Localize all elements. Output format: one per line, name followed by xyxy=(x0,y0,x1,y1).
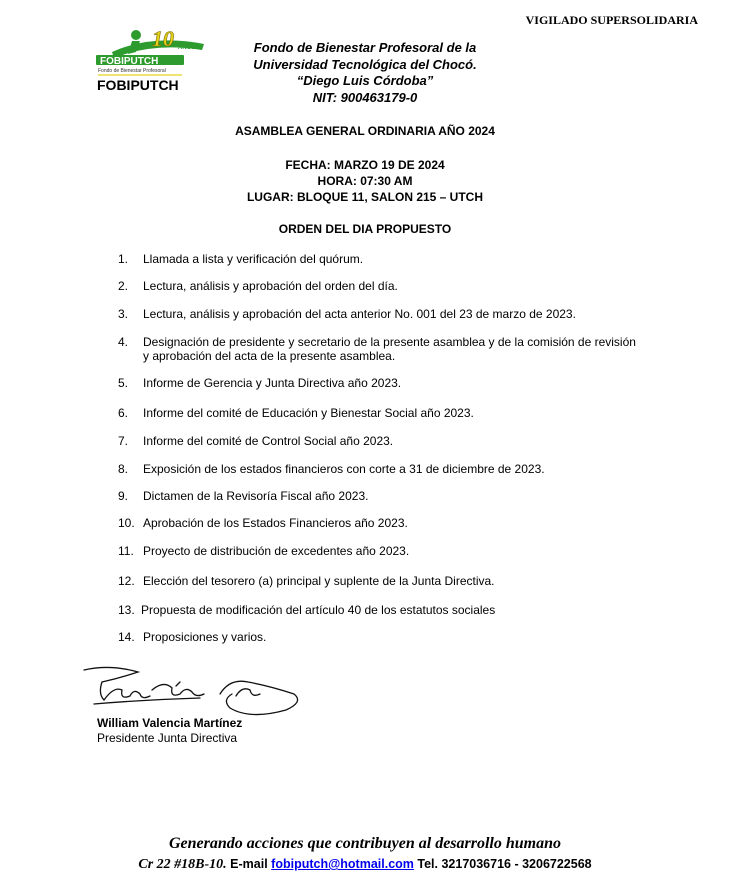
agenda-item-number: 1. xyxy=(118,252,129,266)
footer-email-link[interactable]: fobiputch@hotmail.com xyxy=(271,857,414,871)
agenda-item-text: Proposiciones y varios. xyxy=(143,630,267,644)
agenda-item-number: 10. xyxy=(118,516,135,530)
agenda-item-text: Informe del comité de Control Social año 2023. xyxy=(143,434,394,448)
fund-line-1: Fondo de Bienestar Profesoral de la xyxy=(253,40,477,55)
fund-nit: NIT: 900463179-0 xyxy=(312,89,418,105)
agenda-item-number: 5. xyxy=(118,376,129,390)
agenda-item-text: Elección del tesorero (a) principal y suplente de la Junta Directiva. xyxy=(143,574,495,588)
meeting-place: LUGAR: BLOQUE 11, SALON 215 – UTCH xyxy=(246,190,484,204)
agenda-item-text: Informe de Gerencia y Junta Directiva año 2023. xyxy=(143,376,402,390)
agenda-item-text: Proyecto de distribución de excedentes año 2023. xyxy=(143,544,410,558)
agenda-item xyxy=(118,376,401,390)
agenda-item-number: 14. xyxy=(118,630,135,644)
agenda-item xyxy=(118,434,393,448)
vigilado-label: VIGILADO SUPERSOLIDARIA xyxy=(525,13,698,27)
agenda-item xyxy=(118,462,545,476)
agenda-item xyxy=(118,516,408,530)
handwritten-signature xyxy=(80,660,310,724)
logo-badge-text: AÑOS xyxy=(178,45,196,51)
footer-motto: Generando acciones que contribuyen al desarrollo humano xyxy=(168,835,562,852)
agenda-item-number: 11. xyxy=(118,544,134,558)
agenda-item xyxy=(118,406,474,420)
agenda-item-number: 13. xyxy=(118,603,135,617)
agenda-item-number: 3. xyxy=(118,307,129,321)
fund-line-2: Universidad Tecnológica del Chocó. xyxy=(253,56,477,72)
logo-badge-number: 10 xyxy=(152,26,174,51)
agenda-item xyxy=(118,603,495,617)
agenda-item-text: Designación de presidente y secretario de la presente asamblea y de la comisión de revisión y aprobación del acta de la presente asamblea. xyxy=(143,335,636,363)
agenda-item xyxy=(118,252,363,266)
logo-brand: FOBIPUTCH xyxy=(100,56,159,67)
meeting-date: FECHA: MARZO 19 DE 2024 xyxy=(285,158,445,172)
footer-address: Cr 22 #18B-10. xyxy=(138,857,227,872)
fund-header xyxy=(200,40,530,106)
agenda-item-text: Dictamen de la Revisoría Fiscal año 2023. xyxy=(143,489,369,503)
agenda-item xyxy=(118,489,368,503)
agenda-item-number: 2. xyxy=(118,279,129,293)
signer-role: Presidente Junta Directiva xyxy=(97,731,238,745)
logo-name: FOBIPUTCH xyxy=(97,77,179,93)
agenda-item-number: 4. xyxy=(118,335,129,349)
agenda-item xyxy=(118,630,266,644)
agenda-item-text: Lectura, análisis y aprobación del orden del día. xyxy=(143,279,398,293)
agenda-item xyxy=(118,574,495,588)
agenda-item-number: 9. xyxy=(118,489,129,503)
agenda-item-text: Lectura, análisis y aprobación del acta anterior No. 001 del 23 de marzo de 2023. xyxy=(143,307,576,321)
agenda-item xyxy=(118,307,576,321)
agenda-item-text: Aprobación de los Estados Financieros año 2023. xyxy=(143,516,408,530)
agenda-item-text: Llamada a lista y verificación del quórum. xyxy=(143,252,364,266)
agenda-item xyxy=(118,335,643,363)
agenda-item-text: Exposición de los estados financieros con corte a 31 de diciembre de 2023. xyxy=(143,462,545,476)
agenda-item-number: 8. xyxy=(118,462,129,476)
logo-tagline: Fondo de Bienestar Profesoral xyxy=(98,68,166,74)
fund-line-3: “Diego Luis Córdoba” xyxy=(296,73,434,88)
meeting-time: HORA: 07:30 AM xyxy=(317,174,413,188)
agenda-item-text: Informe del comité de Educación y Bienestar Social año 2023. xyxy=(143,406,474,420)
signer-name: William Valencia Martínez xyxy=(97,716,243,730)
footer-phones: Tel. 3217036716 - 3206722568 xyxy=(417,857,592,871)
agenda-item-text: Propuesta de modificación del artículo 40 de los estatutos sociales xyxy=(141,603,496,617)
footer-email-label: E-mail xyxy=(230,857,268,871)
agenda-item xyxy=(118,544,409,558)
agenda-item-number: 7. xyxy=(118,434,129,448)
agenda-item-number: 6. xyxy=(118,406,129,420)
fobiputch-logo xyxy=(92,24,212,78)
agenda-title: ORDEN DEL DIA PROPUESTO xyxy=(278,222,452,236)
assembly-title: ASAMBLEA GENERAL ORDINARIA AÑO 2024 xyxy=(235,124,495,138)
agenda-item xyxy=(118,279,398,293)
agenda-item-number: 12. xyxy=(118,574,135,588)
footer-contact xyxy=(0,857,730,873)
